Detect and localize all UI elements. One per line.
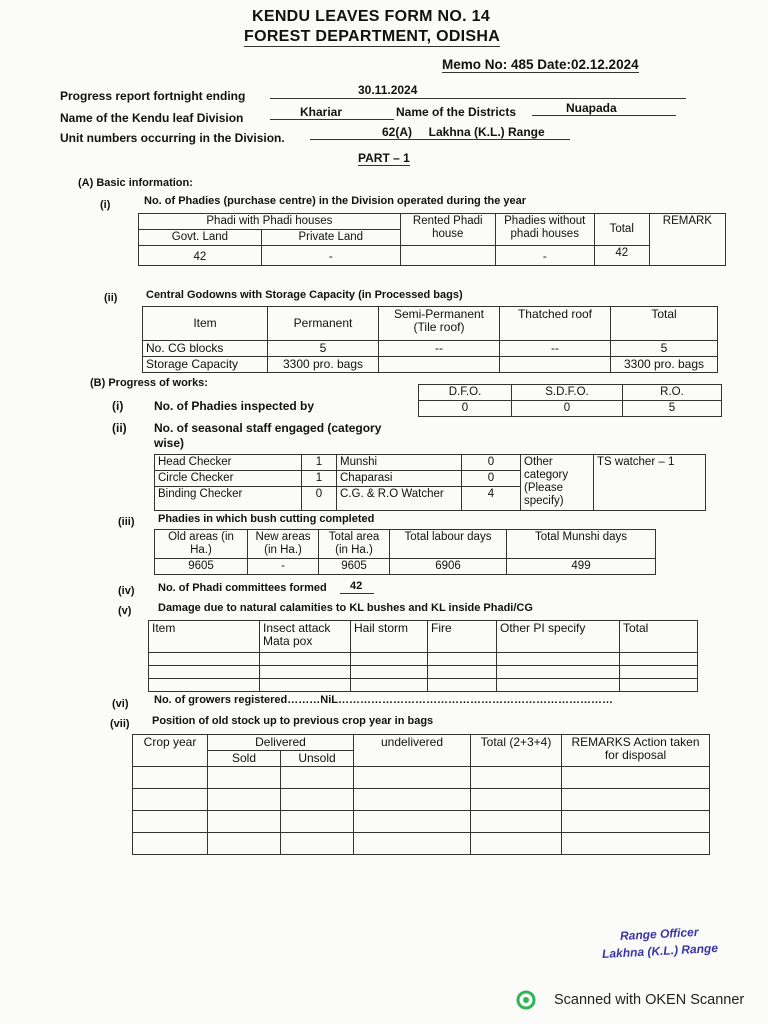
undelivered-header: undelivered xyxy=(354,735,471,767)
cg-blocks-label: No. CG blocks xyxy=(143,341,268,357)
semi-permanent-header: Semi-Permanent (Tile roof) xyxy=(379,307,500,341)
sold-header: Sold xyxy=(208,751,281,767)
binding-checker-count: 0 xyxy=(302,487,337,511)
munshi-days-header: Total Munshi days xyxy=(507,530,656,559)
watcher-label: C.G. & R.O Watcher xyxy=(337,487,462,511)
other-category: Other category (Please specify) xyxy=(521,455,594,511)
chaparasi-label: Chaparasi xyxy=(337,471,462,487)
insect-attack-header: Insect attack Mata pox xyxy=(260,621,351,653)
division-value: Khariar xyxy=(300,105,343,119)
b-iv-text: No. of Phadi committees formed xyxy=(158,582,327,594)
cg-blocks-permanent: 5 xyxy=(268,341,379,357)
damage-item-header: Item xyxy=(149,621,260,653)
item-header: Item xyxy=(143,307,268,341)
govt-land-header: Govt. Land xyxy=(139,230,262,246)
rented-value xyxy=(400,246,495,266)
munshi-days-value: 499 xyxy=(507,559,656,575)
godowns-table xyxy=(142,306,718,373)
b-ii-text-2: wise) xyxy=(154,436,185,450)
damage-table xyxy=(148,620,698,692)
progress-line xyxy=(270,84,686,99)
b-iv-value: 42 xyxy=(350,580,363,592)
private-land-value: - xyxy=(261,246,400,266)
hail-storm-header: Hail storm xyxy=(351,621,428,653)
section-a-heading: (A) Basic information: xyxy=(78,177,193,189)
bush-cutting-table xyxy=(154,529,656,575)
phadies-table xyxy=(138,213,726,266)
b-iii-number: (iii) xyxy=(118,516,135,528)
fire-header: Fire xyxy=(428,621,497,653)
labour-days-header: Total labour days xyxy=(390,530,507,559)
other-pi-header: Other PI specify xyxy=(497,621,620,653)
storage-capacity-label: Storage Capacity xyxy=(143,357,268,373)
sdfo-header: S.D.F.O. xyxy=(512,385,623,401)
ts-watcher: TS watcher – 1 xyxy=(594,455,706,511)
unit-label: Unit numbers occurring in the Division. xyxy=(60,131,285,145)
remark-header: REMARK xyxy=(649,214,725,266)
progress-value: 30.11.2024 xyxy=(358,83,418,97)
munshi-label: Munshi xyxy=(337,455,462,471)
without-houses-header: Phadies without phadi houses xyxy=(495,214,594,246)
chaparasi-count: 0 xyxy=(462,471,521,487)
binding-checker-label: Binding Checker xyxy=(155,487,302,511)
dfo-value: 0 xyxy=(419,401,512,417)
memo-number: Memo No: 485 Date:02.12.2024 xyxy=(442,57,639,72)
staff-table xyxy=(154,454,706,511)
department-title: FOREST DEPARTMENT, ODISHA xyxy=(244,28,501,45)
phadi-houses-header: Phadi with Phadi houses xyxy=(139,214,401,230)
part-heading: PART – 1 xyxy=(358,151,410,165)
ro-value: 5 xyxy=(623,401,722,417)
section-b-heading: (B) Progress of works: xyxy=(90,377,208,389)
b-v-number: (v) xyxy=(118,605,132,617)
b-iv-number: (iv) xyxy=(118,585,135,597)
b-vi-text: No. of growers registered………NiL………………………………………………………………… xyxy=(154,694,613,706)
b-ii-number: (ii) xyxy=(112,421,127,435)
old-areas-value: 9605 xyxy=(155,559,248,575)
new-areas-header: New areas (in Ha.) xyxy=(248,530,319,559)
storage-capacity-permanent: 3300 pro. bags xyxy=(268,357,379,373)
cg-blocks-thatched: -- xyxy=(500,341,611,357)
total-value: 42 xyxy=(594,246,649,266)
unit-value: 62(A) Lakhna (K.L.) Range xyxy=(382,125,545,139)
b-ii-text-1: No. of seasonal staff engaged (category xyxy=(154,421,382,435)
division-label: Name of the Kendu leaf Division xyxy=(60,111,244,125)
district-value: Nuapada xyxy=(566,101,617,115)
new-areas-value: - xyxy=(248,559,319,575)
total-header: Total xyxy=(594,214,649,246)
a-i-text: No. of Phadies (purchase centre) in the Division operated during the year xyxy=(144,195,527,207)
head-checker-count: 1 xyxy=(302,455,337,471)
inspection-table xyxy=(418,384,722,417)
storage-capacity-thatched xyxy=(500,357,611,373)
govt-land-value: 42 xyxy=(139,246,262,266)
b-i-number: (i) xyxy=(112,399,124,413)
old-areas-header: Old areas (in Ha.) xyxy=(155,530,248,559)
a-ii-text: Central Godowns with Storage Capacity (in Processed bags) xyxy=(146,289,463,301)
private-land-header: Private Land xyxy=(261,230,400,246)
district-label: Name of the Districts xyxy=(396,105,517,119)
stock-total-header: Total (2+3+4) xyxy=(471,735,562,767)
cg-blocks-total: 5 xyxy=(611,341,718,357)
permanent-header: Permanent xyxy=(268,307,379,341)
form-title: KENDU LEAVES FORM NO. 14 xyxy=(252,8,491,25)
a-i-number: (i) xyxy=(100,199,111,211)
b-i-text: No. of Phadies inspected by xyxy=(154,399,315,413)
sdfo-value: 0 xyxy=(512,401,623,417)
godown-total-header: Total xyxy=(611,307,718,341)
b-vii-number: (vii) xyxy=(110,718,130,730)
damage-total-header: Total xyxy=(620,621,698,653)
total-area-header: Total area (in Ha.) xyxy=(319,530,390,559)
circle-checker-count: 1 xyxy=(302,471,337,487)
dfo-header: D.F.O. xyxy=(419,385,512,401)
stock-table xyxy=(132,734,710,855)
progress-label: Progress report fortnight ending xyxy=(60,89,246,103)
rented-header: Rented Phadi house xyxy=(400,214,495,246)
total-area-value: 9605 xyxy=(319,559,390,575)
b-iii-text: Phadies in which bush cutting completed xyxy=(158,513,375,525)
crop-year-header: Crop year xyxy=(133,735,208,767)
storage-capacity-total: 3300 pro. bags xyxy=(611,357,718,373)
ro-header: R.O. xyxy=(623,385,722,401)
head-checker-label: Head Checker xyxy=(155,455,302,471)
cg-blocks-semi: -- xyxy=(379,341,500,357)
b-v-text: Damage due to natural calamities to KL bushes and KL inside Phadi/CG xyxy=(158,602,533,614)
labour-days-value: 6906 xyxy=(390,559,507,575)
munshi-count: 0 xyxy=(462,455,521,471)
range-officer-stamp-line2: Lakhna (K.L.) Range xyxy=(601,940,719,962)
b-vii-text: Position of old stock up to previous crop year in bags xyxy=(152,715,434,727)
watcher-count: 4 xyxy=(462,487,521,511)
remarks-header: REMARKS Action taken for disposal xyxy=(562,735,710,767)
a-ii-number: (ii) xyxy=(104,292,118,304)
scanner-watermark: Scanned with OKEN Scanner xyxy=(554,992,745,1008)
range-officer-stamp-line1: Range Officer xyxy=(619,924,699,944)
circle-checker-label: Circle Checker xyxy=(155,471,302,487)
scanner-logo-icon xyxy=(516,990,536,1010)
delivered-header: Delivered xyxy=(208,735,354,751)
thatched-header: Thatched roof xyxy=(500,307,611,341)
storage-capacity-semi xyxy=(379,357,500,373)
unsold-header: Unsold xyxy=(281,751,354,767)
b-vi-number: (vi) xyxy=(112,698,129,710)
without-houses-value: - xyxy=(495,246,594,266)
